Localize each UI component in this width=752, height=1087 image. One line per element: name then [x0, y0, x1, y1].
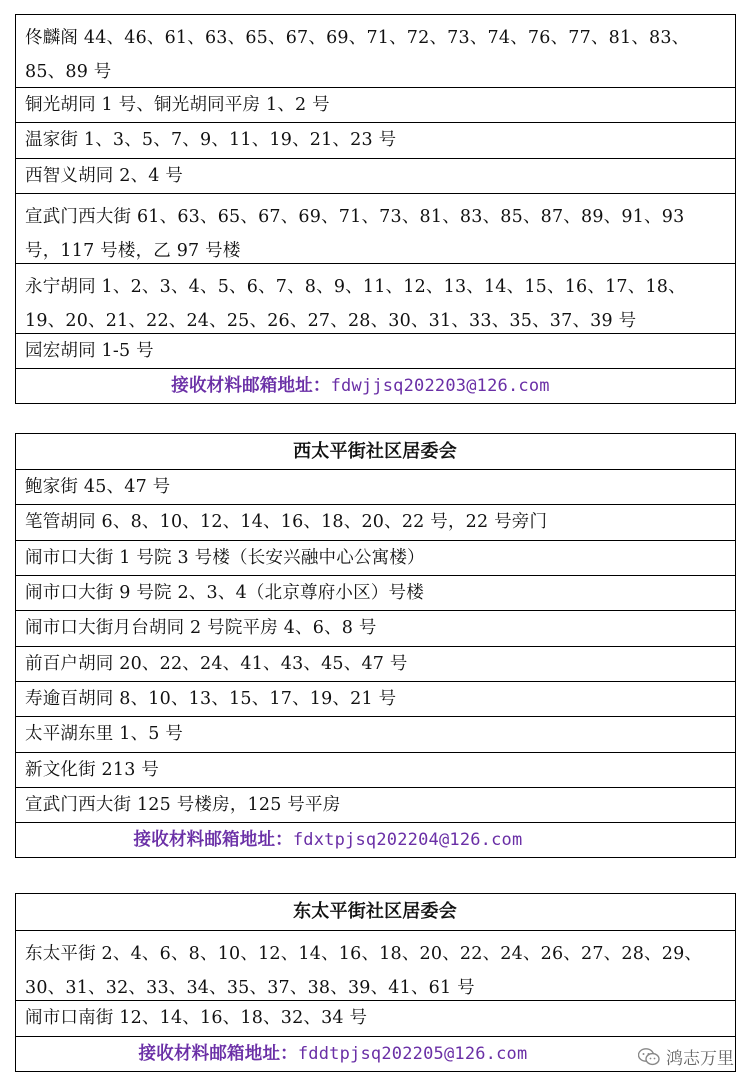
address-row: 温家街 1、3、5、7、9、11、19、21、23 号 — [16, 123, 735, 159]
address-row: 西智义胡同 2、4 号 — [16, 159, 735, 194]
watermark-text: 鸿志万里 — [666, 1049, 734, 1069]
committee-title: 西太平街社区居委会 — [16, 434, 735, 470]
address-row: 闹市口大街 9 号院 2、3、4（北京尊府小区）号楼 — [16, 576, 735, 611]
email-address[interactable]: fddtpjsq202205@126.com — [297, 1044, 528, 1064]
address-row: 闹市口大街月台胡同 2 号院平房 4、6、8 号 — [16, 611, 735, 647]
address-row: 永宁胡同 1、2、3、4、5、6、7、8、9、11、12、13、14、15、16、17、18、19、20、21、22、24、25、26、27、28、30、31、33、35、37、39 号 — [16, 264, 735, 334]
address-row: 宣武门西大街 125 号楼房，125 号平房 — [16, 788, 735, 823]
address-row: 寿逾百胡同 8、10、13、15、17、19、21 号 — [16, 682, 735, 717]
address-row: 前百户胡同 20、22、24、41、43、45、47 号 — [16, 647, 735, 682]
email-row — [16, 369, 735, 404]
address-table-1 — [15, 14, 736, 404]
address-row: 佟麟阁 44、46、61、63、65、67、69、71、72、73、74、76、77、81、83、85、89 号 — [16, 15, 735, 88]
address-row: 太平湖东里 1、5 号 — [16, 717, 735, 753]
watermark — [638, 1044, 734, 1069]
email-label: 接收材料邮箱地址： — [171, 376, 331, 396]
address-row: 闹市口南街 12、14、16、18、32、34 号 — [16, 1001, 735, 1037]
address-row: 东太平街 2、4、6、8、10、12、14、16、18、20、22、24、26、27、28、29、30、31、32、33、34、35、37、38、39、41、61 号 — [16, 931, 735, 1001]
wechat-icon — [638, 1048, 660, 1066]
address-row: 新文化街 213 号 — [16, 753, 735, 788]
email-address[interactable]: fdxtpjsq202204@126.com — [292, 830, 523, 850]
email-label: 接收材料邮箱地址： — [133, 830, 293, 850]
address-table-2 — [15, 433, 736, 858]
address-row: 闹市口大街 1 号院 3 号楼（长安兴融中心公寓楼） — [16, 541, 735, 576]
email-row — [16, 823, 735, 858]
address-row: 宣武门西大街 61、63、65、67、69、71、73、81、83、85、87、89、91、93 号，117 号楼，乙 97 号楼 — [16, 194, 735, 264]
email-label: 接收材料邮箱地址： — [138, 1044, 298, 1064]
address-row: 鲍家街 45、47 号 — [16, 470, 735, 505]
email-row — [16, 1037, 735, 1072]
committee-title: 东太平街社区居委会 — [16, 894, 735, 931]
email-address[interactable]: fdwjjsq202203@126.com — [330, 376, 550, 396]
address-row: 铜光胡同 1 号、铜光胡同平房 1、2 号 — [16, 88, 735, 123]
address-row: 笔管胡同 6、8、10、12、14、16、18、20、22 号，22 号旁门 — [16, 505, 735, 541]
address-table-3 — [15, 893, 736, 1072]
address-row: 园宏胡同 1-5 号 — [16, 334, 735, 369]
